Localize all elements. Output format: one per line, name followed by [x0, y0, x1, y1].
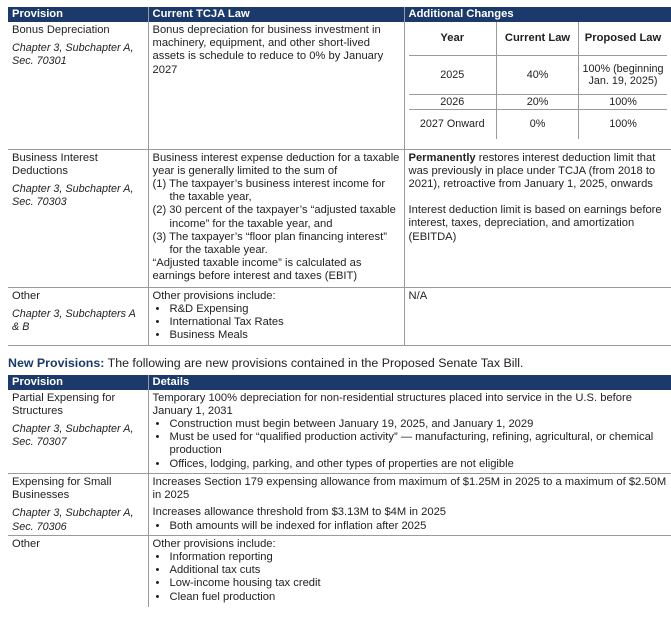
other-provisions-list [153, 303, 400, 343]
provision-citation: Chapter 3, Subchapter A, Sec. 70307 [12, 422, 134, 449]
details-list [153, 418, 668, 471]
provision-cell [8, 390, 148, 474]
additional-changes-cell [404, 287, 671, 345]
provision-cell [8, 287, 148, 345]
list-item: (1) The taxpayer’s business interest income for the taxable year, [152, 177, 386, 204]
current-law-cell [148, 149, 404, 287]
schedule-year: 2025 [409, 55, 497, 94]
provision-citation: Chapter 3, Subchapters A & B [12, 307, 136, 333]
header-provision: Provision [8, 7, 148, 22]
provision-name: Business Interest Deductions [12, 151, 98, 177]
list-item: • Construction must begin between January 19, 2025, and January 1, 2029 [153, 418, 668, 431]
schedule-proposed: 100% [609, 118, 637, 131]
details-intro: Increases Section 179 expensing allowance from maximum of $1.25M in 2025 to a maximum of $2.50M in 2025 [152, 476, 667, 502]
schedule-header-year: Year [409, 22, 497, 55]
current-law-table [8, 7, 671, 346]
table-row [8, 287, 671, 345]
changes-paragraph-2: Interest deduction limit is based on earnings before interest, taxes, depreciation, and amortization (EBITDA) [408, 204, 662, 243]
provision-name: Other [12, 289, 40, 302]
details-list [153, 551, 668, 604]
schedule-header-current: Current Law [497, 22, 579, 55]
schedule-row [409, 94, 668, 109]
header-current-law: Current TCJA Law [148, 7, 404, 22]
details-cell [148, 535, 671, 607]
changes-text: N/A [408, 289, 428, 302]
schedule-current: 20% [497, 94, 579, 109]
details-intro: Temporary 100% depreciation for non-residential structures placed into service in the U.S. before January 1, 2031 [152, 391, 632, 417]
schedule-header-proposed: Proposed Law [579, 22, 668, 55]
changes-paragraph [409, 152, 668, 192]
header-details: Details [148, 375, 671, 390]
schedule-proposed: 100% [579, 94, 668, 109]
limit-components-list [153, 178, 400, 257]
list-item: • Additional tax cuts [153, 564, 668, 577]
schedule-year: 2027 Onward [409, 109, 497, 139]
new-provisions-table [8, 375, 671, 608]
header-provision: Provision [8, 375, 148, 390]
list-item: (2) 30 percent of the taxpayer’s “adjusted taxable income” for the taxable year, and [152, 204, 396, 230]
new-provisions-label: New Provisions: [8, 355, 105, 370]
details-cell [148, 474, 671, 536]
list-item: • Business Meals [153, 329, 400, 342]
new-provisions-heading [8, 356, 671, 371]
provision-name: Bonus Depreciation [12, 24, 110, 36]
details-intro: Other provisions include: [152, 537, 276, 550]
provision-citation: Chapter 3, Subchapter A, Sec. 70303 [12, 182, 134, 209]
list-item: • Must be used for “qualified production activity” — manufacturing, refining, agricultural, or chemical production [153, 431, 668, 457]
details-list [153, 520, 668, 533]
current-law-text: Bonus depreciation for business investment in machinery, equipment, and other short-lived assets is schedule to reduce to 0% by January 2027 [152, 24, 384, 76]
table-row [8, 149, 671, 287]
provision-cell [8, 474, 148, 536]
provision-name: Other [12, 537, 40, 550]
table-row [8, 474, 671, 536]
table-row [8, 535, 671, 607]
list-item: • Information reporting [153, 551, 668, 564]
current-law-intro: Other provisions include: [152, 289, 276, 302]
provision-name: Partial Expensing for Structures [12, 391, 116, 417]
changes-emphasis: Permanently [408, 151, 476, 164]
list-item: • International Tax Rates [153, 316, 400, 329]
list-item: • Clean fuel production [153, 591, 668, 604]
schedule-header-row [409, 22, 668, 55]
additional-changes-cell [404, 149, 671, 287]
list-item: • Both amounts will be indexed for inflation after 2025 [153, 520, 668, 533]
schedule-current: 0% [497, 109, 579, 139]
changes-text: restores interest deduction limit that was previously in place under TCJA (from 2018 to 2021), retroactive from January 1, 2025, onwards [408, 151, 656, 190]
provision-citation: Chapter 3, Subchapter A, Sec. 70306 [12, 507, 134, 533]
provision-cell [8, 22, 148, 149]
new-provisions-text: The following are new provisions contained in the Proposed Senate Tax Bill. [104, 355, 524, 370]
list-item: • Low-income housing tax credit [153, 577, 668, 590]
current-law-intro: Business interest expense deduction for a taxable year is generally limited to the sum of [152, 151, 400, 177]
table-row [8, 390, 671, 474]
schedule-row [409, 55, 668, 94]
current-law-cell [148, 22, 404, 149]
depreciation-schedule-table [409, 22, 668, 139]
details-intro-2: Increases allowance threshold from $3.13M to $4M in 2025 [152, 506, 447, 519]
provision-cell [8, 149, 148, 287]
schedule-row [409, 109, 668, 139]
schedule-current: 40% [497, 55, 579, 94]
header-additional-changes: Additional Changes [404, 7, 671, 22]
table-row [8, 22, 671, 149]
list-item: (3) The taxpayer’s “floor plan financing interest” for the taxable year. [152, 230, 387, 256]
schedule-year: 2026 [409, 94, 497, 109]
page [8, 0, 671, 607]
list-item: • R&D Expensing [153, 303, 400, 316]
list-item: • Offices, lodging, parking, and other types of properties are not eligible [153, 458, 668, 471]
additional-changes-cell [404, 22, 671, 149]
details-cell [148, 390, 671, 474]
current-law-cell [148, 287, 404, 345]
table-header-row [8, 7, 671, 22]
provision-citation: Chapter 3, Subchapter A, Sec. 70301 [12, 42, 134, 68]
table-header-row [8, 375, 671, 390]
current-law-note: “Adjusted taxable income” is calculated as earnings before interest and taxes (EBIT) [152, 257, 362, 283]
provision-name: Expensing for Small Businesses [12, 476, 112, 502]
schedule-proposed: 100% (beginning Jan. 19, 2025) [579, 55, 668, 94]
provision-cell [8, 535, 148, 607]
